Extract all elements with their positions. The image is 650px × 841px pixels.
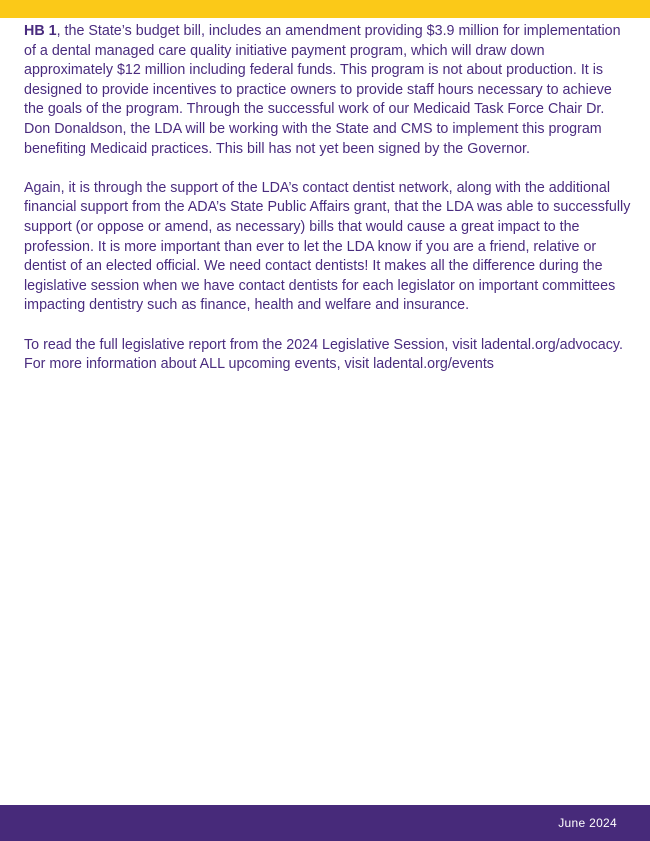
article-body [24, 22, 634, 394]
paragraph-contact-dentists: Again, it is through the support of the LDA’s contact dentist network, along with the additional financial support from the ADA’s State Public Affairs grant, that the LDA was able to successfully support (or oppose or amend, as necessary) bills that would cause a great impact to the profession. It is more important than ever to let the LDA know if you are a friend, relative or dentist of an elected official. We need contact dentists! It makes all the difference during the legislative session when we have contact dentists for each legislator on important committees impacting dentistry such as finance, health and welfare and insurance. [24, 179, 631, 314]
paragraph-legislative-report: To read the full legislative report from the 2024 Legislative Session, visit ladental.org/advocacy. For more information about ALL upcoming events, visit ladental.org/events [24, 336, 623, 373]
footer-date: June 2024 [558, 816, 617, 830]
top-accent-bar [0, 0, 650, 18]
paragraph-hb1 [24, 22, 634, 159]
footer-bar [0, 805, 650, 841]
paragraph-hb1-text: , the State’s budget bill, includes an amendment providing $3.9 million for implementation of a dental managed care quality initiative payment program, which will draw down approximately $12 million including federal funds. This program is not about production. It is designed to provide incentives to practice owners to provide staff hours necessary to achieve the goals of the program. Through the successful work of our Medicaid Task Force Chair Dr. Don Donaldson, the LDA will be working with the State and CMS to implement this program benefiting Medicaid practices. This bill has not yet been signed by the Governor. [24, 23, 621, 157]
bill-number: HB 1 [24, 23, 57, 39]
